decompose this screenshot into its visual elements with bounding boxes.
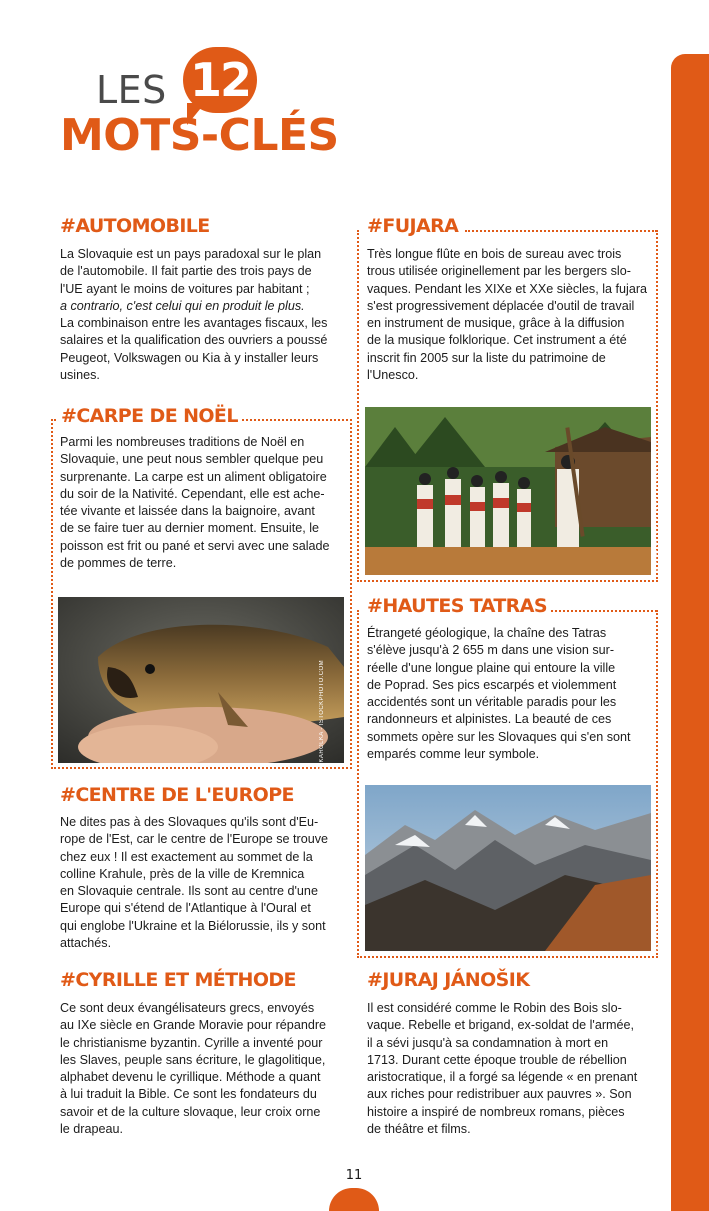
tatras-photo bbox=[365, 785, 651, 951]
heading-cyrille-et-methode: #CYRILLE ET MÉTHODE bbox=[60, 969, 296, 991]
side-thumb-tab bbox=[671, 54, 709, 1211]
heading-hautes-tatras: #HAUTES TATRAS bbox=[363, 594, 551, 618]
page-number: 11 bbox=[345, 1168, 363, 1183]
text-automobile: La Slovaquie est un pays paradoxal sur le plan de l'automobile. Il fait partie des trois pays de l'UE ayant le moins de voitures par habitant ; a contrario, c'est celui qui en produit le plus. La combinaison entre les avantages fiscaux, les salaires et la qualification des ouvriers a poussé Peugeot, Volkswagen ou Kia à y installer leurs usines. bbox=[60, 247, 328, 383]
text-hautes-tatras: Étrangeté géologique, la chaîne des Tatras s'élève jusqu'à 2 655 m dans une vision sur- réelle d'une longue plaine qui entoure la ville de Poprad. Ses pics escarpés et violemment accidentés sont un véritable paradis pour les randonneurs et alpinistes. La beauté de ces sommets opère sur les Slovaques qui s'en sont emparés comme leur symbole. bbox=[367, 626, 631, 762]
title-mots-cles: MOTS-CLÉS bbox=[60, 110, 339, 161]
fujara-photo bbox=[365, 407, 651, 575]
heading-carpe-de-noel: #CARPE DE NOËL bbox=[57, 404, 242, 428]
text-centre-de-l-europe: Ne dites pas à des Slovaques qu'ils sont d'Eu- rope de l'Est, car le centre de l'Europe se trouve chez eux ! Il est exactement au sommet de la colline Krahule, près de la ville de Kremnica en Slovaquie centrale. Ils sont au centre d'une Europe qui s'étend de l'Atlantique à l'Oural et qui englobe l'Ukraine et la Biélorussie, ils y sont attachés. bbox=[60, 815, 329, 951]
heading-centre-de-l-europe: #CENTRE DE L'EUROPE bbox=[60, 784, 294, 806]
tatras-photo-credit: © DZIEWUL - ISTOCKPHOTO.COM bbox=[653, 840, 659, 950]
carp-photo bbox=[58, 597, 344, 763]
page-number-tab bbox=[329, 1188, 379, 1211]
carp-photo-credit: © MARCIN KAROLKA - ISTOCKPHOTO.COM bbox=[319, 660, 325, 800]
title-number: 12 bbox=[189, 53, 250, 107]
heading-fujara: #FUJARA bbox=[363, 214, 462, 238]
text-fujara: Très longue flûte en bois de sureau avec trois trous utilisée originellement par les bergers slo- vaques. Pendant les XIXe et XXe siècles, la fujara s'est progressivement déplacée d'outil de travail en instrument de musique, grâce à la diffusion de la musique folklorique. Cet instrument a été inscrit fin 2005 sur la liste du patrimoine de l'Unesco. bbox=[367, 247, 648, 383]
heading-automobile: #AUTOMOBILE bbox=[60, 215, 210, 237]
fujara-photo-credit: © MICHAL KNITL - SHUTTERSTOCK.COM bbox=[653, 440, 659, 572]
text-juraj-janosik: Il est considéré comme le Robin des Bois slo- vaque. Rebelle et brigand, ex-soldat de l'armée, il a sévi jusqu'à sa condamnation à mort en 1713. Durant cette époque trouble de rébellion aristocratique, il a forgé sa légende « en prenant aux riches pour redistribuer aux pauvres ». Son histoire a inspiré de nombreux romans, pièces de théâtre et films. bbox=[367, 1001, 638, 1137]
text-carpe-de-noel: Parmi les nombreuses traditions de Noël en Slovaquie, une peut nous sembler quelque peu surprenante. La carpe est un aliment obligatoire du soir de la Nativité. Cependant, elle est ache- tée vivante et laissée dans la baignoire, avant de se faire tuer au dernier moment. Ensuite, le poisson est frit ou pané et servi avec une salade de pommes de terre. bbox=[60, 435, 330, 571]
text-cyrille-et-methode: Ce sont deux évangélisateurs grecs, envoyés au IXe siècle en Grande Moravie pour répandre le christianisme byzantin. Cyrille a inventé pour les Slaves, peuple sans écriture, le glagolitique, alphabet devenu le cyrillique. Méthode a quant à lui traduit la Bible. Ce sont les fondateurs du savoir et de la culture slovaque, leur croix orne le drapeau. bbox=[60, 1001, 327, 1137]
heading-juraj-janosik: #JURAJ JÁNOŠIK bbox=[367, 969, 530, 991]
number-speech-bubble bbox=[183, 47, 257, 113]
title-les: LES bbox=[96, 68, 167, 112]
